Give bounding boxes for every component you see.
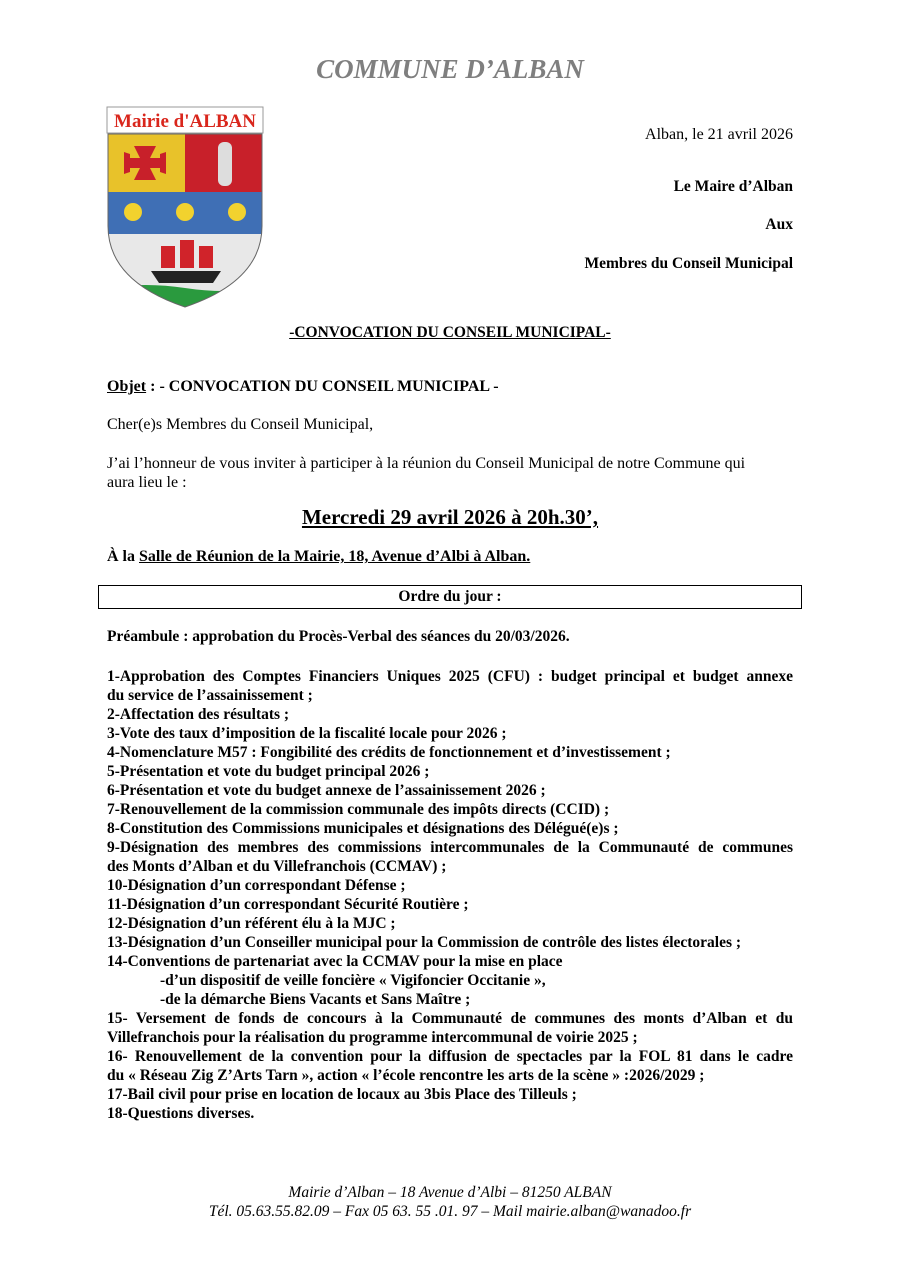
objet-line <box>107 378 499 396</box>
salutation: Cher(e)s Membres du Conseil Municipal, <box>107 416 374 433</box>
coat-of-arms-logo <box>106 106 264 308</box>
agenda-line: 15- Versement de fonds de concours à la Communauté de communes des monts d’Alban et du <box>107 1010 793 1027</box>
agenda-subline: -d’un dispositif de veille foncière « Vigifoncier Occitanie », <box>160 972 546 989</box>
agenda-line: 9-Désignation des membres des commissions intercommunales de la Communauté de communes <box>107 839 793 856</box>
agenda-heading: Ordre du jour : <box>98 585 802 609</box>
footer-contact: Tél. 05.63.55.82.09 – Fax 05 63. 55 .01. 97 – Mail mairie.alban@wanadoo.fr <box>208 1203 692 1220</box>
agenda-line: 3-Vote des taux d’imposition de la fiscalité locale pour 2026 ; <box>107 725 507 742</box>
footer-address: Mairie d’Alban – 18 Avenue d’Albi – 81250 ALBAN <box>288 1184 612 1201</box>
agenda-line: 6-Présentation et vote du budget annexe de l’assainissement 2026 ; <box>107 782 546 799</box>
agenda-line: 7-Renouvellement de la commission communale des impôts directs (CCID) ; <box>107 801 610 818</box>
invitation-line-2: aura lieu le : <box>107 474 187 491</box>
recipients: Membres du Conseil Municipal <box>584 255 793 272</box>
objet-label: Objet <box>107 378 147 395</box>
agenda-line: 12-Désignation d’un référent élu à la MJC ; <box>107 915 396 932</box>
agenda-line: 18-Questions diverses. <box>107 1105 255 1122</box>
agenda-line: Villefranchois pour la réalisation du programme intercommunal de voirie 2025 ; <box>107 1029 638 1046</box>
convocation-title: -CONVOCATION DU CONSEIL MUNICIPAL- <box>289 324 611 341</box>
agenda-line: 4-Nomenclature M57 : Fongibilité des crédits de fonctionnement et d’investissement ; <box>107 744 671 761</box>
sender: Le Maire d’Alban <box>673 178 793 195</box>
agenda-line: du « Réseau Zig Z’Arts Tarn », action « l’école rencontre les arts de la scène » :2026/2029 ; <box>107 1067 705 1084</box>
agenda-list <box>107 667 793 1123</box>
agenda-line: 14-Conventions de partenariat avec la CCMAV pour la mise en place <box>107 953 563 970</box>
agenda-line: 1-Approbation des Comptes Financiers Uniques 2025 (CFU) : budget principal et budget annexe <box>107 668 793 685</box>
agenda-line: 13-Désignation d’un Conseiller municipal pour la Commission de contrôle des listes électorales ; <box>107 934 742 951</box>
svg-text:Mairie d'ALBAN: Mairie d'ALBAN <box>114 111 256 132</box>
page-title: COMMUNE D’ALBAN <box>316 54 584 84</box>
agenda-line: du service de l’assainissement ; <box>107 687 313 704</box>
invitation-line-1: J’ai l’honneur de vous inviter à participer à la réunion du Conseil Municipal de notre Commune qui <box>107 455 746 472</box>
footer <box>0 1183 900 1221</box>
meeting-location <box>107 548 530 566</box>
preambule: Préambule : approbation du Procès-Verbal des séances du 20/03/2026. <box>107 628 570 645</box>
agenda-subline: -de la démarche Biens Vacants et Sans Maître ; <box>160 991 471 1008</box>
meeting-date: Mercredi 29 avril 2026 à 20h.30’, <box>301 505 599 529</box>
location-prefix: À la <box>107 548 139 565</box>
agenda-line: 10-Désignation d’un correspondant Défense ; <box>107 877 406 894</box>
agenda-line: 2-Affectation des résultats ; <box>107 706 290 723</box>
agenda-line: 8-Constitution des Commissions municipales et désignations des Délégué(e)s ; <box>107 820 619 837</box>
location-place: Salle de Réunion de la Mairie, 18, Avenue d’Albi à Alban. <box>139 548 531 565</box>
agenda-line: 16- Renouvellement de la convention pour la diffusion de spectacles par la FOL 81 dans le cadre <box>107 1048 793 1065</box>
objet-text: : - CONVOCATION DU CONSEIL MUNICIPAL - <box>146 378 499 395</box>
place-date: Alban, le 21 avril 2026 <box>645 126 793 143</box>
agenda-line: 11-Désignation d’un correspondant Sécurité Routière ; <box>107 896 469 913</box>
agenda-line: 17-Bail civil pour prise en location de locaux au 3bis Place des Tilleuls ; <box>107 1086 577 1103</box>
agenda-line: 5-Présentation et vote du budget principal 2026 ; <box>107 763 430 780</box>
agenda-line: des Monts d’Alban et du Villefranchois (CCMAV) ; <box>107 858 447 875</box>
to-label: Aux <box>765 216 793 233</box>
